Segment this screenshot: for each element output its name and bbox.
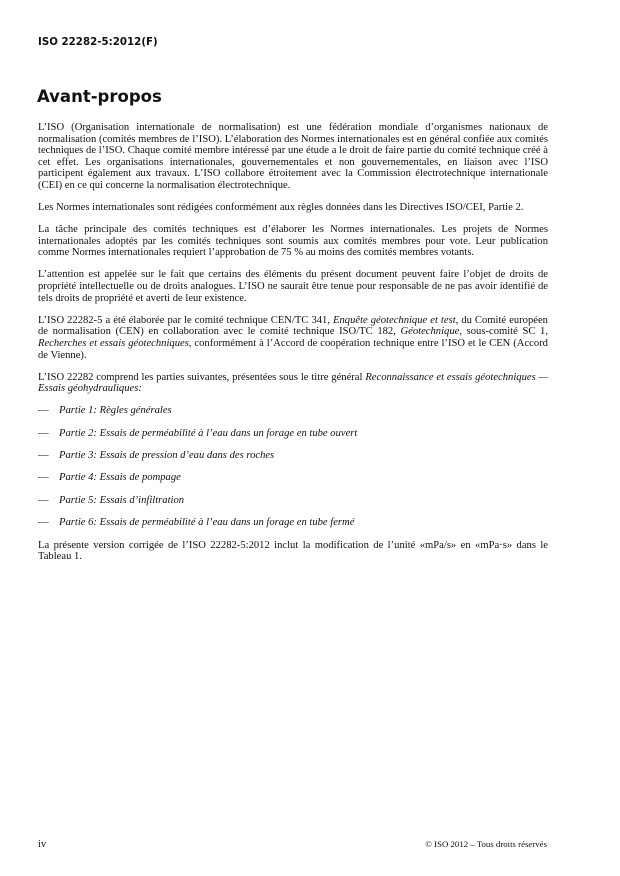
list-item bbox=[38, 428, 548, 440]
list-dash: — bbox=[38, 472, 49, 484]
list-dash: — bbox=[38, 405, 49, 417]
list-item bbox=[38, 517, 548, 529]
list-item bbox=[38, 450, 548, 462]
committee-text-2: , du Comité européen de normalisation (CEN) en collaboration avec le comité technique ISO/TC 182, bbox=[38, 314, 548, 338]
part-title: Partie 3: Essais de pression d’eau dans des roches bbox=[59, 450, 275, 462]
list-item bbox=[38, 495, 548, 507]
list-item bbox=[38, 405, 548, 417]
list-dash: — bbox=[38, 427, 49, 439]
foreword-body bbox=[38, 122, 548, 573]
list-dash: — bbox=[38, 494, 49, 506]
paragraph-patent-notice: L’attention est appelée sur le fait que certains des éléments du présent document peuvent faire l’objet de droits de propriété intellectuelle ou de droits analogues. L’ISO ne saurait être tenue pour responsable de ne pas avoir identifié de tels droits de propriété et averti de leur existence. bbox=[38, 269, 548, 304]
part-title: Partie 6: Essais de perméabilité à l’eau dans un forage en tube fermé bbox=[59, 517, 355, 529]
committee-title-iso: Géotechnique bbox=[400, 326, 460, 338]
committee-title-cen: Enquête géotechnique et test bbox=[333, 314, 456, 326]
general-title: Reconnaissance et essais géotechniques — Essais géohydrauliques: bbox=[38, 371, 548, 395]
paragraph-iso-intro: L’ISO (Organisation internationale de normalisation) est une fédération mondiale d’organismes nationaux de normalisation (comités membres de l’ISO). L’élaboration des Normes internationales est en général confiée aux comités techniques de l’ISO. Chaque comité membre intéressé par une étude a le droit de faire partie du comité technique créé à cet effet. Les organisations internationales, gouvernementales et non gouvernementales, en liaison avec l’ISO participent également aux travaux. L’ISO collabore étroitement avec la Commission électrotechnique internationale (CEI) en ce qui concerne la normalisation électrotechnique. bbox=[38, 122, 548, 191]
section-title: Avant-propos bbox=[37, 87, 162, 106]
part-title: Partie 1: Règles générales bbox=[59, 405, 172, 417]
part-title: Partie 5: Essais d’infiltration bbox=[59, 494, 185, 506]
part-title: Partie 4: Essais de pompage bbox=[59, 472, 181, 484]
paragraph-directives: Les Normes internationales sont rédigées conformément aux règles données dans les Directives ISO/CEI, Partie 2. bbox=[38, 202, 524, 214]
copyright-notice: © ISO 2012 – Tous droits réservés bbox=[425, 839, 547, 849]
paragraph-main-task: La tâche principale des comités techniques est d’élaborer les Normes internationales. Les projets de Normes internationales adoptés par les comités techniques sont soumis aux comités membres pour vote. Leur publication comme Normes internationales requiert l’approbation de 75 % au moins des comités membres votants. bbox=[38, 224, 548, 259]
committee-text-4: , conformément à l’Accord de coopération technique entre l’ISO et le CEN (Accord de Vienne). bbox=[38, 337, 548, 361]
paragraph-committee bbox=[38, 315, 548, 361]
list-dash: — bbox=[38, 517, 49, 529]
parts-intro-text: L’ISO 22282 comprend les parties suivantes, présentées sous le titre général bbox=[38, 371, 366, 383]
part-title: Partie 2: Essais de perméabilité à l’eau dans un forage en tube ouvert bbox=[59, 427, 358, 439]
page-number: iv bbox=[38, 839, 47, 850]
paragraph-parts-intro bbox=[38, 372, 548, 395]
list-item bbox=[38, 472, 548, 484]
committee-text-1: L’ISO 22282-5 a été élaborée par le comité technique CEN/TC 341, bbox=[38, 314, 334, 326]
document-identifier: ISO 22282-5:2012(F) bbox=[38, 37, 158, 48]
list-dash: — bbox=[38, 450, 49, 462]
committee-title-sc: Recherches et essais géotechniques bbox=[38, 337, 189, 349]
committee-text-3: , sous-comité SC 1, bbox=[459, 326, 548, 338]
parts-list bbox=[38, 405, 548, 529]
paragraph-corrected-version: La présente version corrigée de l’ISO 22282-5:2012 inclut la modification de l’unité «mPa/s» en «mPa·s» dans le Tableau 1. bbox=[38, 539, 548, 563]
